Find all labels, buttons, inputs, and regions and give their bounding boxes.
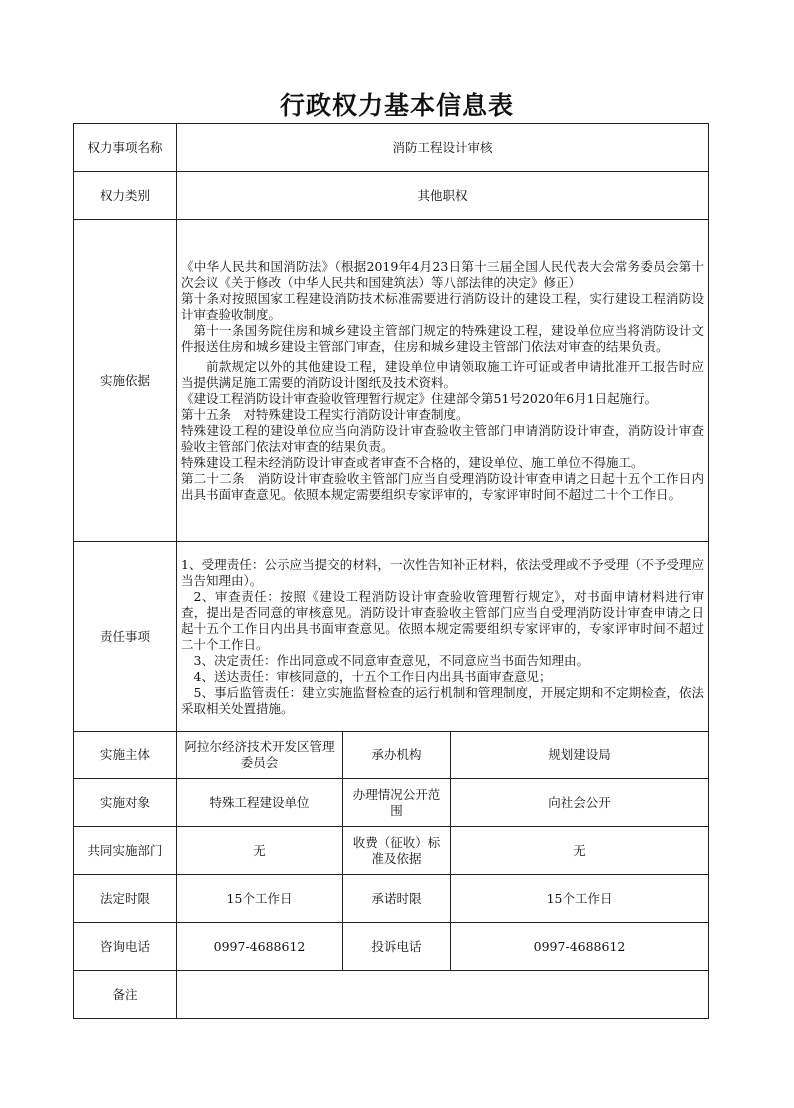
basis-label: 实施依据 — [74, 220, 177, 542]
remark-label: 备注 — [74, 971, 177, 1019]
info-table — [73, 123, 709, 1019]
disclosure-value: 向社会公开 — [451, 779, 709, 827]
agency-label: 承办机构 — [343, 732, 451, 779]
row-subject — [74, 732, 709, 779]
category-label: 权力类别 — [74, 172, 177, 220]
basis-paragraph: 《中华人民共和国消防法》（根据2019年4月23日第十三届全国人民代表大会常务委员会第十次会议《关于修改（中华人民共和国建筑法）等八部法律的决定》修正） — [181, 258, 705, 290]
row-target — [74, 779, 709, 827]
promise-limit-value: 15个工作日 — [451, 875, 709, 923]
agency-value: 规划建设局 — [451, 732, 709, 779]
row-remark — [74, 971, 709, 1019]
basis-paragraph: 特殊建设工程未经消防设计审查或者审查不合格的，建设单位、施工单位不得施工。 — [181, 454, 644, 470]
complaint-phone-value: 0997-4688612 — [451, 923, 709, 971]
basis-paragraph: 《建设工程消防设计审查验收管理暂行规定》住建部令第51号2020年6月1日起施行。 — [181, 390, 658, 406]
basis-paragraph: 第十一条国务院住房和城乡建设主管部门规定的特殊建设工程，建设单位应当将消防设计文件报送住房和城乡建设主管部门审查，住房和城乡建设主管部门依法对审查的结果负责。 — [181, 322, 705, 354]
complaint-phone-label: 投诉电话 — [343, 923, 451, 971]
row-joint — [74, 827, 709, 875]
consult-phone-label: 咨询电话 — [74, 923, 177, 971]
subject-value: 阿拉尔经济技术开发区管理委员会 — [177, 732, 343, 779]
target-label: 实施对象 — [74, 779, 177, 827]
remark-value — [177, 971, 709, 1019]
time-limit-value: 15个工作日 — [177, 875, 343, 923]
responsibility-label: 责任事项 — [74, 542, 177, 732]
basis-paragraph: 第十五条 对特殊建设工程实行消防设计审查制度。 — [181, 406, 469, 422]
responsibility-content — [177, 542, 709, 732]
row-category — [74, 172, 709, 220]
row-phone — [74, 923, 709, 971]
basis-paragraph: 前款规定以外的其他建设工程，建设单位申请领取施工许可证或者申请批准开工报告时应当提供满足施工需要的消防设计图纸及技术资料。 — [181, 358, 705, 390]
joint-label: 共同实施部门 — [74, 827, 177, 875]
item-name-value: 消防工程设计审核 — [177, 124, 709, 172]
row-basis — [74, 220, 709, 542]
responsibility-paragraph: 2、审查责任：按照《建设工程消防设计审查验收管理暂行规定》，对书面申请材料进行审查，提出是否同意的审核意见。消防设计审查验收主管部门应当自受理消防设计审查申请之日起十五个工作日内出具书面审查意见。依照本规定需要组织专家评审的，专家评审时间不超过二十个工作日。 — [181, 588, 705, 652]
promise-limit-label: 承诺时限 — [343, 875, 451, 923]
subject-label: 实施主体 — [74, 732, 177, 779]
page-title: 行政权力基本信息表 — [279, 91, 514, 120]
category-value: 其他职权 — [177, 172, 709, 220]
responsibility-paragraph: 3、决定责任：作出同意或不同意审查意见，不同意应当书面告知理由。 — [193, 652, 589, 668]
consult-phone-value: 0997-4688612 — [177, 923, 343, 971]
row-responsibility — [74, 542, 709, 732]
fee-label: 收费（征收）标准及依据 — [343, 827, 451, 875]
basis-content — [177, 220, 709, 542]
basis-paragraph: 第二十二条 消防设计审查验收主管部门应当自受理消防设计审查申请之日起十五个工作日内出具书面审查意见。依照本规定需要组织专家评审的，专家评审时间不超过二十个工作日。 — [181, 470, 705, 502]
fee-value: 无 — [451, 827, 709, 875]
joint-value: 无 — [177, 827, 343, 875]
target-value: 特殊工程建设单位 — [177, 779, 343, 827]
responsibility-paragraph: 5、事后监管责任：建立实施监督检查的运行机制和管理制度，开展定期和不定期检查，依法采取相关处置措施。 — [181, 684, 705, 716]
responsibility-paragraph: 1、受理责任：公示应当提交的材料，一次性告知补正材料，依法受理或不予受理（不予受理应当告知理由）。 — [181, 556, 705, 588]
basis-paragraph: 第十条对按照国家工程建设消防技术标准需要进行消防设计的建设工程，实行建设工程消防设计审查验收制度。 — [181, 290, 705, 322]
responsibility-paragraph: 4、送达责任：审核同意的，十五个工作日内出具书面审查意见； — [193, 668, 552, 684]
row-item-name — [74, 124, 709, 172]
disclosure-label: 办理情况公开范围 — [343, 779, 451, 827]
item-name-label: 权力事项名称 — [74, 124, 177, 172]
row-time-limit — [74, 875, 709, 923]
basis-paragraph: 特殊建设工程的建设单位应当向消防设计审查验收主管部门申请消防设计审查，消防设计审查验收主管部门依法对审查的结果负责。 — [181, 422, 705, 454]
time-limit-label: 法定时限 — [74, 875, 177, 923]
